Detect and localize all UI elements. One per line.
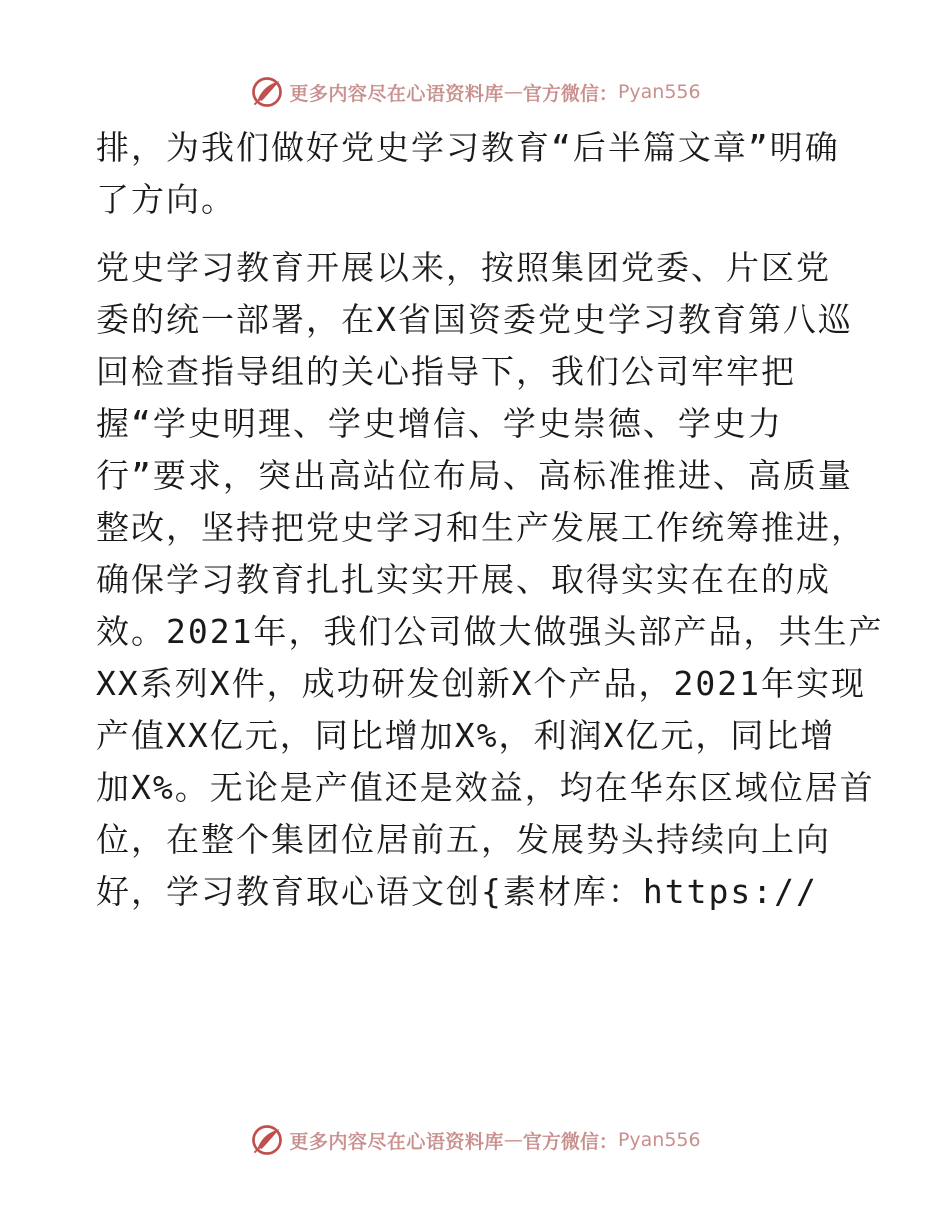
document-body (96, 122, 884, 918)
watermark-site-text: 更多内容尽在心语资料库 (289, 1130, 504, 1153)
text-line: 握“学史明理、学史增信、学史崇德、学史力 (96, 404, 783, 443)
brand-logo-icon (249, 1122, 285, 1158)
watermark-dash: — (503, 81, 523, 103)
header-watermark (0, 72, 950, 112)
text-line: 位，在整个集团位居前五，发展势头持续向上向 (96, 820, 831, 859)
watermark-site-text: 更多内容尽在心语资料库 (289, 82, 504, 105)
footer-watermark (0, 1120, 950, 1160)
brand-logo-icon (249, 74, 285, 110)
text-line: XX系列X件，成功研发创新X个产品，2021年实现 (96, 664, 866, 703)
text-line: 加X%。无论是产值还是效益，均在华东区域位居首 (96, 768, 875, 807)
watermark-wechat-id: Pyan556 (617, 81, 701, 103)
paragraph (96, 122, 866, 226)
text-line: 好，学习教育取心语文创{素材库：https:// (96, 872, 818, 911)
watermark-wechat-label: 官方微信： (522, 82, 618, 105)
text-line: 效。2021年，我们公司做大做强头部产品，共生产 (96, 612, 884, 651)
text-line: 产值XX亿元，同比增加X%，利润X亿元，同比增 (96, 716, 836, 755)
text-line: 党史学习教育开展以来，按照集团党委、片区党 (96, 248, 831, 287)
text-line: 回检查指导组的关心指导下，我们公司牢牢把 (96, 352, 796, 391)
watermark-dash: — (503, 1129, 523, 1151)
text-line: 整改，坚持把党史学习和生产发展工作统筹推进， (96, 508, 866, 547)
watermark-wechat-id: Pyan556 (617, 1129, 701, 1151)
text-line: 确保学习教育扎扎实实开展、取得实实在在的成 (96, 560, 831, 599)
text-line: 行”要求，突出高站位布局、高标准推进、高质量 (96, 456, 853, 495)
watermark-wechat-label: 官方微信： (522, 1130, 618, 1153)
text-line: 了方向。 (96, 180, 236, 219)
text-line: 委的统一部署，在X省国资委党史学习教育第八巡 (96, 300, 853, 339)
paragraph (96, 242, 884, 918)
text-line: 排，为我们做好党史学习教育“后半篇文章”明确 (96, 128, 840, 167)
